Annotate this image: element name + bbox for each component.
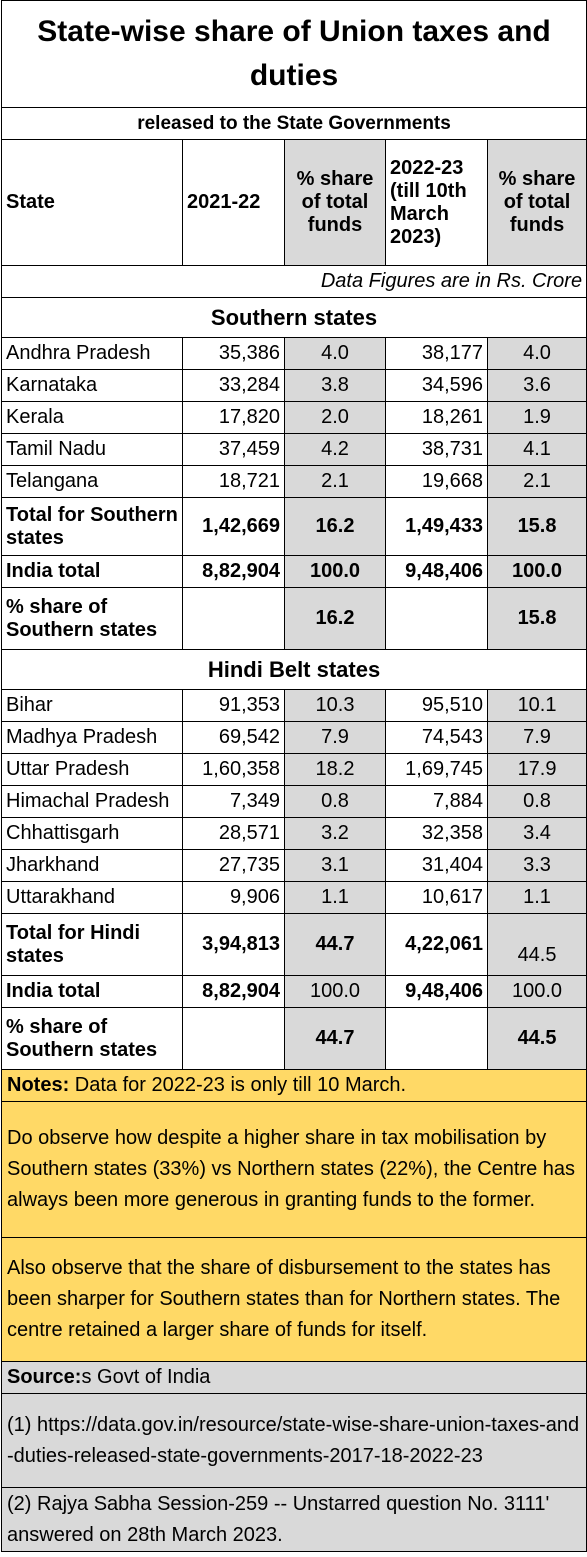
- state-name: Andhra Pradesh: [2, 338, 183, 370]
- section-heading-hindi: Hindi Belt states: [2, 650, 587, 690]
- value-2022-23: 10,617: [386, 882, 488, 914]
- row-label: % share of Southern states: [2, 1008, 183, 1070]
- value-2022-23: 95,510: [386, 690, 488, 722]
- header-row: [2, 140, 587, 266]
- state-row: [2, 338, 587, 370]
- value-2021-22: 9,906: [183, 882, 285, 914]
- state-row: [2, 466, 587, 498]
- value-2021-22: 8,82,904: [183, 976, 285, 1008]
- page-subtitle: released to the State Governments: [2, 108, 587, 140]
- share-2021-22: 1.1: [285, 882, 386, 914]
- section-heading-southern: Southern states: [2, 298, 587, 338]
- value-2022-23: 7,884: [386, 786, 488, 818]
- state-name: Uttarakhand: [2, 882, 183, 914]
- page-title: State-wise share of Union taxes and duties: [2, 1, 587, 108]
- value-2022-23: 9,48,406: [386, 976, 488, 1008]
- hindi-total-row: [2, 914, 587, 976]
- share-2021-22: 44.7: [285, 914, 386, 976]
- state-row: [2, 402, 587, 434]
- source-reference-2: (2) Rajya Sabha Session-259 -- Unstarred question No. 3111' answered on 28th March 2023.: [2, 1488, 587, 1552]
- share-2021-22: 3.8: [285, 370, 386, 402]
- share-2021-22: 4.0: [285, 338, 386, 370]
- value-2022-23: 38,177: [386, 338, 488, 370]
- state-row: [2, 754, 587, 786]
- share-2021-22: 2.1: [285, 466, 386, 498]
- hindi-rows: [2, 690, 587, 914]
- source-label: Source:: [7, 1366, 82, 1388]
- state-row: [2, 882, 587, 914]
- share-2022-23: 1.9: [488, 402, 587, 434]
- value-2021-22: 8,82,904: [183, 556, 285, 588]
- share-2022-23: 4.1: [488, 434, 587, 466]
- notes-line: [2, 1070, 587, 1102]
- state-row: [2, 722, 587, 754]
- state-name: Jharkhand: [2, 850, 183, 882]
- value-2022-23: 1,49,433: [386, 498, 488, 556]
- empty-cell: [386, 1008, 488, 1070]
- state-name: Uttar Pradesh: [2, 754, 183, 786]
- value-2021-22: 69,542: [183, 722, 285, 754]
- share-2021-22: 100.0: [285, 976, 386, 1008]
- value-2022-23: 18,261: [386, 402, 488, 434]
- source-reference-1: (1) https://data.gov.in/resource/state-wise-share-union-taxes-and-duties-released-state-governments-2017-18-2022-23: [2, 1394, 587, 1488]
- state-row: [2, 370, 587, 402]
- row-label: Total for Hindi states: [2, 914, 183, 976]
- value-2022-23: 74,543: [386, 722, 488, 754]
- value-2022-23: 19,668: [386, 466, 488, 498]
- value-2022-23: 4,22,061: [386, 914, 488, 976]
- hindi-share-row: [2, 1008, 587, 1070]
- value-2022-23: 32,358: [386, 818, 488, 850]
- value-2022-23: 31,404: [386, 850, 488, 882]
- share-2021-22: 2.0: [285, 402, 386, 434]
- state-row: [2, 850, 587, 882]
- source-line: [2, 1362, 587, 1394]
- share-2022-23: 7.9: [488, 722, 587, 754]
- share-2021-22: 10.3: [285, 690, 386, 722]
- share-2022-23: 1.1: [488, 882, 587, 914]
- state-row: [2, 818, 587, 850]
- hindi-india-total-row: [2, 976, 587, 1008]
- share-2021-22: 18.2: [285, 754, 386, 786]
- share-2021-22: 16.2: [285, 498, 386, 556]
- share-2021-22: 44.7: [285, 1008, 386, 1070]
- value-2021-22: 18,721: [183, 466, 285, 498]
- share-2021-22: 100.0: [285, 556, 386, 588]
- southern-share-row: [2, 588, 587, 650]
- state-share-table: [1, 0, 587, 1552]
- share-2022-23: 0.8: [488, 786, 587, 818]
- header-state: State: [2, 140, 183, 266]
- share-2022-23: 17.9: [488, 754, 587, 786]
- empty-cell: [183, 1008, 285, 1070]
- value-2021-22: 27,735: [183, 850, 285, 882]
- share-2022-23: 10.1: [488, 690, 587, 722]
- row-label: India total: [2, 976, 183, 1008]
- value-2022-23: 38,731: [386, 434, 488, 466]
- southern-rows: [2, 338, 587, 498]
- notes-paragraph-1: Do observe how despite a higher share in tax mobilisation by Southern states (33%) vs Northern states (22%), the Centre has always been more generous in granting funds to the former.: [2, 1102, 587, 1238]
- source-text: s Govt of India: [81, 1366, 211, 1388]
- share-2022-23: 44.5: [488, 1008, 587, 1070]
- share-2022-23: 15.8: [488, 498, 587, 556]
- value-2022-23: 1,69,745: [386, 754, 488, 786]
- share-2021-22: 4.2: [285, 434, 386, 466]
- value-2021-22: 33,284: [183, 370, 285, 402]
- share-2022-23: 100.0: [488, 976, 587, 1008]
- state-name: Madhya Pradesh: [2, 722, 183, 754]
- southern-total-row: [2, 498, 587, 556]
- state-name: Karnataka: [2, 370, 183, 402]
- state-name: Himachal Pradesh: [2, 786, 183, 818]
- value-2021-22: 28,571: [183, 818, 285, 850]
- share-2022-23: 100.0: [488, 556, 587, 588]
- share-2022-23: 3.6: [488, 370, 587, 402]
- value-2022-23: 9,48,406: [386, 556, 488, 588]
- row-label: % share of Southern states: [2, 588, 183, 650]
- value-2021-22: 1,42,669: [183, 498, 285, 556]
- value-2021-22: 7,349: [183, 786, 285, 818]
- row-label: India total: [2, 556, 183, 588]
- empty-cell: [183, 588, 285, 650]
- notes-paragraph-2: Also observe that the share of disbursement to the states has been sharper for Southern states than for Northern states. The centre retained a larger share of funds for itself.: [2, 1238, 587, 1362]
- empty-cell: [386, 588, 488, 650]
- state-name: Tamil Nadu: [2, 434, 183, 466]
- notes-label: Notes:: [7, 1074, 70, 1096]
- value-2021-22: 1,60,358: [183, 754, 285, 786]
- share-2021-22: 7.9: [285, 722, 386, 754]
- state-name: Bihar: [2, 690, 183, 722]
- notes-text: Data for 2022-23 is only till 10 March.: [69, 1074, 407, 1096]
- share-2022-23: 44.5: [488, 914, 587, 976]
- state-name: Chhattisgarh: [2, 818, 183, 850]
- share-2022-23: 15.8: [488, 588, 587, 650]
- header-2022-23: 2022-23 (till 10th March 2023): [386, 140, 488, 266]
- state-row: [2, 434, 587, 466]
- state-row: [2, 690, 587, 722]
- share-2022-23: 3.3: [488, 850, 587, 882]
- share-2022-23: 4.0: [488, 338, 587, 370]
- state-name: Telangana: [2, 466, 183, 498]
- value-2022-23: 34,596: [386, 370, 488, 402]
- share-2021-22: 3.2: [285, 818, 386, 850]
- value-2021-22: 91,353: [183, 690, 285, 722]
- value-2021-22: 35,386: [183, 338, 285, 370]
- state-name: Kerala: [2, 402, 183, 434]
- share-2021-22: 16.2: [285, 588, 386, 650]
- share-2021-22: 0.8: [285, 786, 386, 818]
- share-2022-23: 3.4: [488, 818, 587, 850]
- value-2021-22: 37,459: [183, 434, 285, 466]
- header-2021-22: 2021-22: [183, 140, 285, 266]
- value-2021-22: 17,820: [183, 402, 285, 434]
- state-row: [2, 786, 587, 818]
- southern-india-total-row: [2, 556, 587, 588]
- header-share-2022-23: % share of total funds: [488, 140, 587, 266]
- row-label: Total for Southern states: [2, 498, 183, 556]
- share-2022-23: 2.1: [488, 466, 587, 498]
- unit-note: Data Figures are in Rs. Crore: [2, 266, 587, 298]
- header-share-2021-22: % share of total funds: [285, 140, 386, 266]
- share-2021-22: 3.1: [285, 850, 386, 882]
- value-2021-22: 3,94,813: [183, 914, 285, 976]
